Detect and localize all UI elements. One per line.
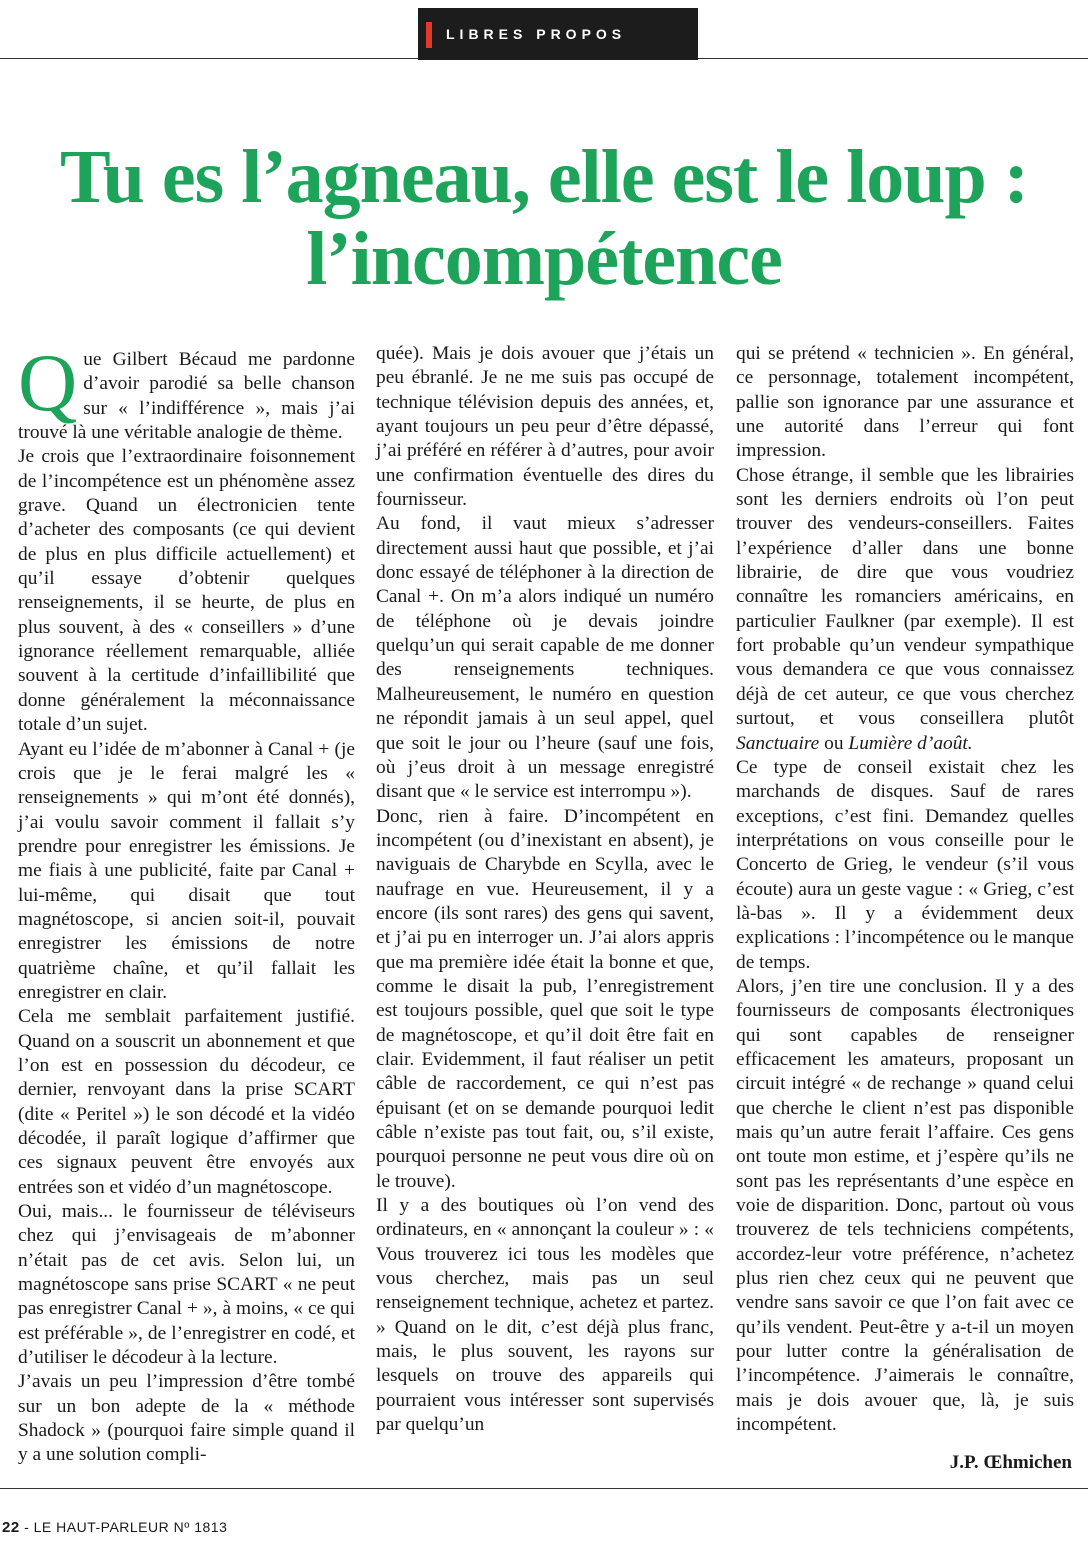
rubric-label: LIBRES PROPOS — [446, 26, 627, 42]
paragraph: Au fond, il vaut mieux s’adresser directement aussi haut que possible, et j’ai donc essayé de téléphoner à la direction de Canal +. On m’a alors indiqué un numéro de téléphone où je devais joindre quelqu’un qui serait capable de me donner des renseignements techniques. Malheureusement, le numéro en question ne répondit jamais à un seul appel, quel que soit le jour ou l’heure (sauf une fois, où j’eus droit à un message enregistré disant que « le service est interrompu »). — [376, 513, 714, 803]
title-line-2: l’incompétence — [306, 217, 782, 301]
paragraph: Il y a des boutiques où l’on vend des ordinateurs, en « annonçant la couleur » : « Vous trouverez ici tous les modèles que vous cherchez, mais pas un seul renseignement technique, achetez et partez. » Quand on le dit, c’est déjà plus franc, mais, le plus souvent, les rayons sur lesquels on trouve des appareils qui pourraient vous intéresser sont supervisés par quelqu’un — [376, 1195, 714, 1436]
author-signature: J.P. Œhmichen — [949, 1452, 1072, 1473]
book-title: Sanctuaire — [736, 732, 820, 754]
paragraph: qui se prétend « technicien ». En général, ce personnage, totalement incompétent, pallie son ignorance par une assurance et une autorité dans l’erreur qui font impression. — [736, 343, 1074, 462]
bottom-rule — [0, 1488, 1088, 1489]
paragraph: Ayant eu l’idée de m’abonner à Canal + (je crois que je le ferai malgré les « renseignements » qui m’ont été donnés), j’ai voulu savoir comment il fallait s’y prendre pour enregistrer les émissions. Je me fiais à une publicité, faite par Canal + lui-même, qui disait que tout magnétoscope, si ancien soit-il, pouvait enregistrer les émissions de notre quatrième chaîne, et qu’il fallait les enregistrer en clair. — [18, 738, 355, 1003]
paragraph: Que Gilbert Bécaud me pardonne d’avoir parodié sa belle chanson sur « l’indifférence », mais j’ai trouvé là une véritable analogie de thème. — [18, 337, 355, 444]
book-title: Lumière d’août. — [848, 732, 973, 754]
paragraph: Ce type de conseil existait chez les marchands de disques. Sauf de rares exceptions, c’est fini. Demandez quelles interprétations on vous conseille pour le Concerto de Grieg, le vendeur (s’il vous écoute) aura un geste vague : « Grieg, c’est là-bas ». Il y a évidemment deux explications : l’incompétence ou le manque de temps. — [736, 756, 1074, 973]
drop-cap: Q — [18, 337, 78, 428]
paragraph: Donc, rien à faire. D’incompétent en incompétent (ou d’inexistant en absent), je naviguais de Charybde en Scylla, avec le naufrage en vue. Heureusement, il y a encore (ils sont rares) des gens qui savent, et j’ai pu en interroger un. J’ai alors appris que ma première idée était la bonne et que, comme le disait la pub, l’enregistrement est toujours possible, quel que soit le type de magnétoscope, et qu’il doit être fait en clair. Evidemment, il faut réaliser un petit câble de raccordement, ce qui n’est pas épuisant (et on se demande pourquoi ledit câble n’existe pas tout fait, ou, s’il existe, pourquoi personne ne peut vous dire où on le trouve). — [376, 805, 714, 1192]
paragraph: Je crois que l’extraordinaire foisonnement de l’incompétence est un phénomène assez grave. Quand un électronicien tente d’acheter des composants (ce qui devient de plus en plus difficile actuellement) et qu’il essaye d’obtenir quelques renseignements, il se heurte, de plus en plus souvent, à des « conseillers » d’une ignorance réellement remarquable, alliée souvent à la certitude d’infaillibilité que donne généralement la méconnaissance totale d’un sujet. — [18, 446, 355, 736]
column-2 — [376, 342, 714, 1437]
article-title — [0, 136, 1088, 300]
paragraph: Alors, j’en tire une conclusion. Il y a des fournisseurs de composants électroniques qui sont capables de renseigner efficacement les amateurs, proposant un circuit intégré « de rechange » quand celui que cherche le client n’est pas disponible mais qu’un autre ferait l’affaire. Ces gens ont toute mon estime, et j’espère qu’ils ne sont pas les représentants d’une espèce en voie de disparition. Donc, partout où vous trouverez de tels techniciens compétents, accordez-leur votre préférence, n’achetez plus rien chez ceux qui ne peuvent que vendre sans savoir ce que l’on fait avec ce qu’ils vendent. Peut-être y a-t-il un moyen pour lutter contre la généralisation de l’incompétence. J’aimerais le connaître, mais je dois avouer que, là, je suis incompétent. — [736, 975, 1074, 1436]
paragraph: Oui, mais... le fournisseur de téléviseurs chez qui j’envisageais de m’abonner n’était pas de cet avis. Selon lui, un magnétoscope sans prise SCART « ne peut pas enregistrer Canal + », à moins, « ce qui est préférable », de l’enregistrer en codé, et d’utiliser le décodeur à la lecture. — [18, 1201, 355, 1369]
title-line-1: Tu es l’agneau, elle est le loup : — [59, 135, 1029, 219]
paragraph: Cela me semblait parfaitement justifié. Quand on a souscrit un abonnement et que l’on est en possession du décodeur, ce dernier, renvoyant dans la prise SCART (dite « Peritel ») le son décodé et la vidéo décodée, il paraît logique d’affirmer que ces signaux peuvent être envoyés aux entrées son et vidéo d’un magnétoscope. — [18, 1006, 355, 1198]
page-footer — [2, 1519, 227, 1536]
magazine-issue: - LE HAUT-PARLEUR Nº 1813 — [24, 1519, 228, 1535]
paragraph: Chose étrange, il semble que les librairies sont les derniers endroits où l’on peut trouver des vendeurs-conseillers. Faites l’expérience d’aller dans une bonne librairie, de dire que vous voudriez connaître les romanciers américains, en particulier Faulkner (par exemple). Il est fort probable qu’un vendeur sympathique vous demandera ce que vous connaissez déjà de cet auteur, ce que vous cherchez surtout, et vous conseillera plutôt Sanctuaire ou Lumière d’août. — [736, 464, 1074, 754]
section-rubric — [418, 8, 698, 60]
column-3 — [736, 342, 1074, 1437]
rubric-accent — [426, 22, 432, 48]
page-number: 22 — [2, 1519, 20, 1536]
column-1 — [18, 337, 355, 1468]
paragraph: J’avais un peu l’impression d’être tombé sur un bon adepte de la « méthode Shadock » (pourquoi faire simple quand il y a une solution compli- — [18, 1371, 355, 1466]
paragraph: quée). Mais je dois avouer que j’étais un peu ébranlé. Je ne me suis pas occupé de technique télévision depuis des années, et, ayant toujours un peu peur d’être dépassé, j’ai préféré en référer à d’autres, pour avoir une confirmation éventuelle des dires du fournisseur. — [376, 343, 714, 511]
